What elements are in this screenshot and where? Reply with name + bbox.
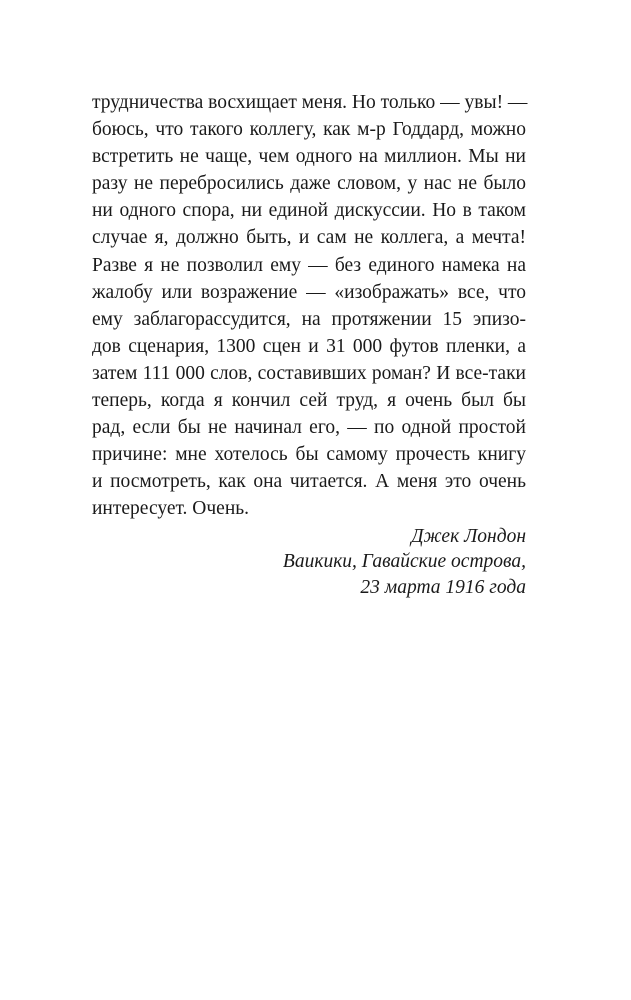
text-line: трудничества восхищает меня. Но только — увы! — <box>92 92 528 113</box>
text-line: причине: мне хотелось бы самому прочесть книгу <box>92 444 526 466</box>
signature-author: Джек Лондон <box>411 525 526 547</box>
page-text <box>92 89 526 600</box>
text-line: разу не перебросились даже словом, у нас не было <box>92 173 526 195</box>
signature-place: Ваикики, Гавайские острова, <box>282 551 526 572</box>
text-line: интересует. Очень. <box>92 498 250 520</box>
signature-date: 23 марта 1916 года <box>360 576 526 598</box>
text-line: ни одного спора, ни единой дискуссии. Но в таком <box>92 200 526 222</box>
text-line: жалобу или возражение — «изображать» все, что <box>92 281 526 303</box>
text-line: теперь, когда я кончил сей труд, я очень был бы <box>92 390 526 412</box>
text-line: ему заблагорассудится, на протяжении 15 эпизо- <box>92 308 526 330</box>
text-line: и посмотреть, как она читается. А меня это очень <box>92 471 526 493</box>
text-line: рад, если бы не начинал его, — по одной простой <box>92 417 526 439</box>
text-line: встретить не чаще, чем одного на миллион. Мы ни <box>92 146 526 168</box>
text-line: боюсь, что такого коллегу, как м-р Годдард, можно <box>92 119 526 141</box>
text-line: случае я, должно быть, и сам не коллега, а мечта! <box>92 227 526 249</box>
body-paragraph <box>92 89 526 523</box>
text-line: затем 111 000 слов, составивших роман? И все-таки <box>92 362 526 384</box>
text-line: Разве я не позволил ему — без единого намека на <box>92 254 526 276</box>
signature-block <box>92 524 526 601</box>
text-line: дов сценария, 1300 сцен и 31 000 футов пленки, а <box>92 335 526 357</box>
